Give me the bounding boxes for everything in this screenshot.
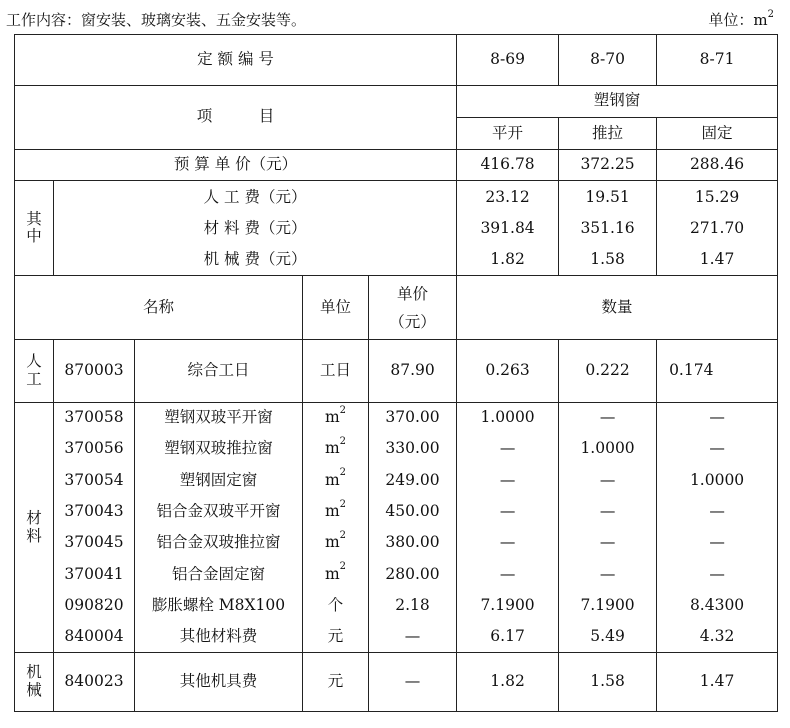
name-header: 名称 [15,276,303,340]
material-qty-2: 1.0000 [559,434,657,465]
material-qty-1: 1.0000 [457,402,559,433]
item-group-name: 塑钢窗 [457,85,778,117]
material-row [15,465,778,496]
machinery-code: 840023 [54,653,135,712]
material-name: 塑钢双玻平开窗 [135,402,303,433]
labor-qty-3: 0.174 [657,340,778,403]
material-name: 其他材料费 [135,621,303,652]
material-price: 330.00 [369,434,457,465]
labor-cost-label: 人 工 费（元） [203,187,307,206]
material-qty-2: — [559,559,657,590]
cost-values-1 [457,181,559,276]
material-name: 铝合金双玻推拉窗 [135,528,303,559]
unit-label: 单位：m [708,11,768,29]
material-unit-superscript: 2 [339,530,347,542]
material-qty-1: — [457,528,559,559]
among-label: 其中 [26,209,42,246]
material-unit [303,402,369,433]
material-unit-superscript: 2 [339,405,347,417]
machinery-category [15,653,54,712]
labor-code: 870003 [54,340,135,403]
material-qty-2: — [559,465,657,496]
material-price: — [369,621,457,652]
machinery-price: — [369,653,457,712]
item-group-row [15,85,778,117]
material-qty-3: — [657,559,778,590]
cost-breakdown-row [15,181,778,276]
material-unit [303,590,369,621]
quota-code-3: 8-71 [657,35,778,86]
material-unit [303,496,369,527]
machine-cost-label: 机 械 费（元） [203,249,307,268]
machinery-unit: 元 [303,653,369,712]
material-qty-1: — [457,496,559,527]
material-category-label: 材料 [26,508,42,545]
cost-value: 391.84 [480,218,535,237]
cost-value: 15.29 [694,187,740,206]
labor-qty-2: 0.222 [559,340,657,403]
material-row [15,434,778,465]
material-code: 370056 [54,434,135,465]
material-qty-3: 1.0000 [657,465,778,496]
cost-value: 23.12 [485,187,530,206]
budget-value-3: 288.46 [657,150,778,181]
material-name: 塑钢双玻推拉窗 [135,434,303,465]
item-type-1: 平开 [457,117,559,149]
material-row [15,559,778,590]
material-qty-3: — [657,402,778,433]
material-name: 铝合金双玻平开窗 [135,496,303,527]
machinery-name: 其他机具费 [135,653,303,712]
material-unit-superscript: 2 [339,498,347,510]
labor-row [15,340,778,403]
material-code: 370058 [54,402,135,433]
price-header-line1: 单价 [397,284,429,303]
cost-value: 1.82 [490,249,525,268]
material-qty-3: 4.32 [657,621,778,652]
material-price: 280.00 [369,559,457,590]
material-unit [303,434,369,465]
material-price: 2.18 [369,590,457,621]
material-name: 塑钢固定窗 [135,465,303,496]
material-name: 铝合金固定窗 [135,559,303,590]
material-qty-3: — [657,528,778,559]
budget-value-2: 372.25 [559,150,657,181]
material-unit-label: 元 [327,626,344,645]
cost-values-3 [657,181,778,276]
material-qty-1: 6.17 [457,621,559,652]
material-code: 090820 [54,590,135,621]
material-unit [303,559,369,590]
labor-unit: 工日 [303,340,369,403]
machinery-qty-2: 1.58 [559,653,657,712]
material-unit [303,465,369,496]
material-unit-label: m [324,533,340,552]
material-qty-2: 5.49 [559,621,657,652]
price-header [369,276,457,340]
material-price: 450.00 [369,496,457,527]
material-row [15,528,778,559]
material-unit-label: m [324,501,340,520]
quota-table [14,34,778,712]
material-qty-2: — [559,528,657,559]
machinery-qty-1: 1.82 [457,653,559,712]
item-label: 项 目 [15,85,457,150]
quota-code-row [15,35,778,86]
cost-labels [54,181,457,276]
material-qty-3: — [657,496,778,527]
material-unit-label: m [324,408,340,427]
material-unit-superscript: 2 [339,436,347,448]
material-price: 370.00 [369,402,457,433]
labor-price: 87.90 [369,340,457,403]
quota-code-label: 定 额 编 号 [15,35,457,86]
material-code: 370054 [54,465,135,496]
price-header-line2: （元） [389,312,436,331]
material-code: 370041 [54,559,135,590]
material-qty-2: 7.1900 [559,590,657,621]
unit-superscript: 2 [767,9,774,20]
material-unit-label: m [324,470,340,489]
material-category [15,402,54,653]
material-unit-label: 个 [327,595,344,614]
cost-value: 271.70 [689,218,745,237]
budget-value-1: 416.78 [457,150,559,181]
material-row [15,402,778,433]
cost-value: 1.47 [699,249,735,268]
budget-label: 预 算 单 价（元） [15,150,457,181]
labor-category [15,340,54,403]
material-cost-label: 材 料 费（元） [203,218,307,237]
material-code: 370045 [54,528,135,559]
unit-text [708,9,774,30]
material-row [15,590,778,621]
material-unit-superscript: 2 [339,467,347,479]
qty-header: 数量 [457,276,778,340]
labor-name: 综合工日 [135,340,303,403]
labor-category-label: 人工 [26,352,42,388]
material-price: 380.00 [369,528,457,559]
page-header [0,0,790,34]
material-qty-2: — [559,402,657,433]
machinery-category-label: 机械 [26,663,42,700]
material-code: 370043 [54,496,135,527]
cost-value: 351.16 [580,218,635,237]
material-price: 249.00 [369,465,457,496]
material-qty-1: — [457,559,559,590]
material-qty-1: — [457,434,559,465]
material-name: 膨胀螺栓 M8X100 [135,590,303,621]
material-unit-label: m [324,439,340,458]
budget-row [15,150,778,181]
material-qty-1: — [457,465,559,496]
material-unit-label: m [324,564,340,583]
cost-values-2 [559,181,657,276]
material-qty-2: — [559,496,657,527]
item-type-2: 推拉 [559,117,657,149]
work-content-text: 工作内容：窗安装、玻璃安装、五金安装等。 [6,11,307,29]
material-row [15,621,778,652]
cost-value: 19.51 [585,187,630,206]
material-qty-3: — [657,434,778,465]
unit-header: 单位 [303,276,369,340]
among-category [15,181,54,276]
material-unit-superscript: 2 [339,561,347,573]
machinery-row [15,653,778,712]
quota-code-2: 8-70 [559,35,657,86]
resource-header-row [15,276,778,340]
quota-code-1: 8-69 [457,35,559,86]
machinery-qty-3: 1.47 [657,653,778,712]
material-qty-1: 7.1900 [457,590,559,621]
material-unit [303,528,369,559]
item-type-3: 固定 [657,117,778,149]
material-row [15,496,778,527]
cost-value: 1.58 [590,249,625,268]
labor-qty-1: 0.263 [457,340,559,403]
material-unit [303,621,369,652]
material-qty-3: 8.4300 [657,590,778,621]
material-code: 840004 [54,621,135,652]
